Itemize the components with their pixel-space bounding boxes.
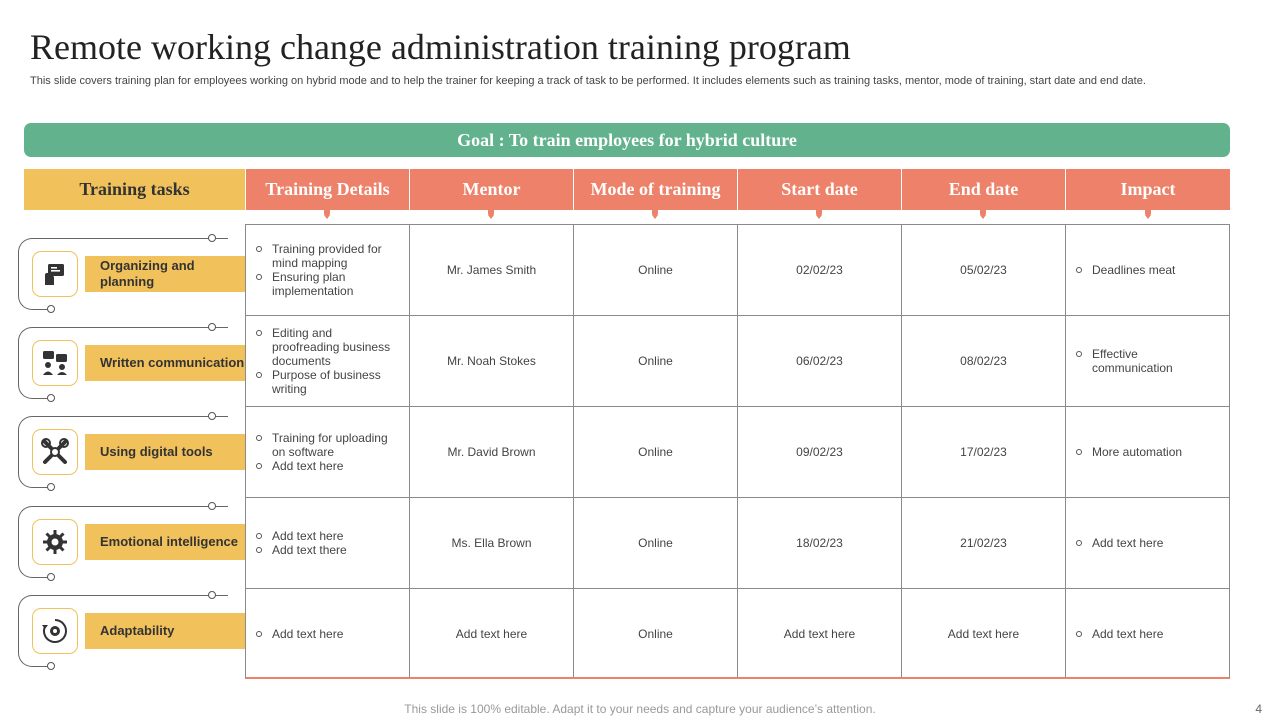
connector-dot bbox=[208, 234, 216, 242]
end-value: 21/02/23 bbox=[960, 536, 1007, 550]
mentor-cell bbox=[410, 225, 573, 315]
mode-cell bbox=[574, 589, 737, 679]
header-marker-icon bbox=[652, 208, 658, 220]
header-marker-icon bbox=[816, 208, 822, 220]
connector-line bbox=[38, 506, 228, 507]
mentor-value: Ms. Ella Brown bbox=[451, 536, 532, 550]
training-detail-item: Add text here bbox=[254, 627, 343, 641]
end-value: 08/02/23 bbox=[960, 354, 1007, 368]
impact-list bbox=[1074, 347, 1190, 375]
training-details-list bbox=[254, 627, 343, 641]
impact-cell bbox=[1066, 316, 1230, 406]
start-cell bbox=[738, 498, 901, 588]
page-title: Remote working change administration training program bbox=[30, 27, 851, 67]
training-detail-item: Add text here bbox=[254, 529, 347, 543]
impact-cell bbox=[1066, 589, 1230, 679]
connector-line bbox=[38, 327, 228, 328]
mentor-value: Add text here bbox=[455, 627, 528, 641]
training-details-cell bbox=[246, 498, 409, 588]
end-value: 05/02/23 bbox=[960, 263, 1007, 277]
mentor-cell bbox=[410, 407, 573, 497]
team-chat-icon bbox=[32, 340, 78, 386]
header-training-tasks: Training tasks bbox=[24, 169, 245, 210]
mode-value: Online bbox=[638, 627, 673, 641]
training-details-cell bbox=[246, 407, 409, 497]
training-detail-item: Ensuring plan implementation bbox=[254, 270, 401, 298]
training-task-label: Organizing and planning bbox=[85, 256, 245, 292]
end-value: Add text here bbox=[947, 627, 1020, 641]
presentation-hand-icon bbox=[32, 251, 78, 297]
training-task-item bbox=[18, 408, 248, 488]
start-cell bbox=[738, 407, 901, 497]
training-task-item bbox=[18, 319, 248, 399]
end-cell bbox=[902, 225, 1065, 315]
impact-cell bbox=[1066, 498, 1230, 588]
impact-cell bbox=[1066, 407, 1230, 497]
goal-banner: Goal : To train employees for hybrid culture bbox=[24, 123, 1230, 157]
header-marker-icon bbox=[488, 208, 494, 220]
header-marker-icon bbox=[1145, 208, 1151, 220]
training-task-label: Emotional intelligence bbox=[85, 524, 245, 560]
connector-dot bbox=[47, 394, 55, 402]
start-cell bbox=[738, 316, 901, 406]
end-cell bbox=[902, 316, 1065, 406]
impact-list bbox=[1074, 263, 1175, 277]
header-start-date: Start date bbox=[737, 169, 901, 210]
training-details-cell bbox=[246, 589, 409, 679]
connector-line bbox=[38, 416, 228, 417]
tools-icon bbox=[32, 429, 78, 475]
training-details-list bbox=[254, 431, 401, 473]
footer-note: This slide is 100% editable. Adapt it to your needs and capture your audience’s attention. bbox=[404, 702, 876, 716]
header-end-date: End date bbox=[901, 169, 1065, 210]
impact-list bbox=[1074, 445, 1182, 459]
cycle-gear-icon bbox=[32, 608, 78, 654]
connector-line bbox=[38, 595, 228, 596]
impact-list bbox=[1074, 627, 1163, 641]
training-task-label: Adaptability bbox=[85, 613, 245, 649]
header-impact: Impact bbox=[1065, 169, 1230, 210]
header-mode-of-training: Mode of training bbox=[573, 169, 737, 210]
training-table bbox=[245, 224, 1230, 679]
connector-dot bbox=[208, 412, 216, 420]
mentor-cell bbox=[410, 498, 573, 588]
start-cell bbox=[738, 225, 901, 315]
start-value: 18/02/23 bbox=[796, 536, 843, 550]
end-cell bbox=[902, 498, 1065, 588]
training-detail-item: Purpose of business writing bbox=[254, 368, 401, 396]
connector-line bbox=[38, 238, 228, 239]
impact-list bbox=[1074, 536, 1163, 550]
mentor-value: Mr. Noah Stokes bbox=[447, 354, 536, 368]
connector-dot bbox=[208, 323, 216, 331]
impact-item: Effective communication bbox=[1074, 347, 1190, 375]
impact-item: Add text here bbox=[1074, 536, 1163, 550]
training-detail-item: Editing and proofreading business documents bbox=[254, 326, 401, 368]
end-value: 17/02/23 bbox=[960, 445, 1007, 459]
mode-cell bbox=[574, 316, 737, 406]
header-mentor: Mentor bbox=[409, 169, 573, 210]
header-marker-icon bbox=[324, 208, 330, 220]
header-marker-icon bbox=[980, 208, 986, 220]
mode-value: Online bbox=[638, 354, 673, 368]
start-value: 06/02/23 bbox=[796, 354, 843, 368]
training-details-cell bbox=[246, 316, 409, 406]
connector-dot bbox=[47, 573, 55, 581]
training-detail-item: Training provided for mind mapping bbox=[254, 242, 401, 270]
connector-dot bbox=[47, 305, 55, 313]
impact-item: Add text here bbox=[1074, 627, 1163, 641]
header-training-details: Training Details bbox=[245, 169, 409, 210]
connector-dot bbox=[47, 662, 55, 670]
mentor-cell bbox=[410, 589, 573, 679]
training-details-list bbox=[254, 529, 347, 557]
training-detail-item: Add text here bbox=[254, 459, 401, 473]
mode-cell bbox=[574, 407, 737, 497]
mentor-value: Mr. David Brown bbox=[447, 445, 536, 459]
mentor-value: Mr. James Smith bbox=[446, 263, 537, 277]
impact-item: More automation bbox=[1074, 445, 1182, 459]
page-number: 4 bbox=[1255, 702, 1262, 716]
training-task-item bbox=[18, 587, 248, 667]
mode-cell bbox=[574, 225, 737, 315]
training-details-cell bbox=[246, 225, 409, 315]
impact-cell bbox=[1066, 225, 1230, 315]
connector-dot bbox=[208, 502, 216, 510]
end-cell bbox=[902, 589, 1065, 679]
training-task-label: Using digital tools bbox=[85, 434, 245, 470]
training-task-item bbox=[18, 230, 248, 310]
connector-dot bbox=[47, 483, 55, 491]
training-details-list bbox=[254, 242, 401, 298]
mode-value: Online bbox=[638, 445, 673, 459]
training-task-label: Written communication bbox=[85, 345, 245, 381]
training-details-list bbox=[254, 326, 401, 396]
mode-value: Online bbox=[638, 263, 673, 277]
mode-value: Online bbox=[638, 536, 673, 550]
impact-item: Deadlines meat bbox=[1074, 263, 1175, 277]
mentor-cell bbox=[410, 316, 573, 406]
mode-cell bbox=[574, 498, 737, 588]
end-cell bbox=[902, 407, 1065, 497]
connector-dot bbox=[208, 591, 216, 599]
start-value: 02/02/23 bbox=[796, 263, 843, 277]
start-value: Add text here bbox=[783, 627, 856, 641]
brain-gear-icon bbox=[32, 519, 78, 565]
start-cell bbox=[738, 589, 901, 679]
page-subtitle: This slide covers training plan for employees working on hybrid mode and to help the trainer for keeping a track of task to be performed. It includes elements such as training tasks, mentor, mode of training, start date and end date. bbox=[30, 75, 1146, 87]
start-value: 09/02/23 bbox=[796, 445, 843, 459]
training-detail-item: Add text there bbox=[254, 543, 347, 557]
training-detail-item: Training for uploading on software bbox=[254, 431, 401, 459]
training-task-item bbox=[18, 498, 248, 578]
